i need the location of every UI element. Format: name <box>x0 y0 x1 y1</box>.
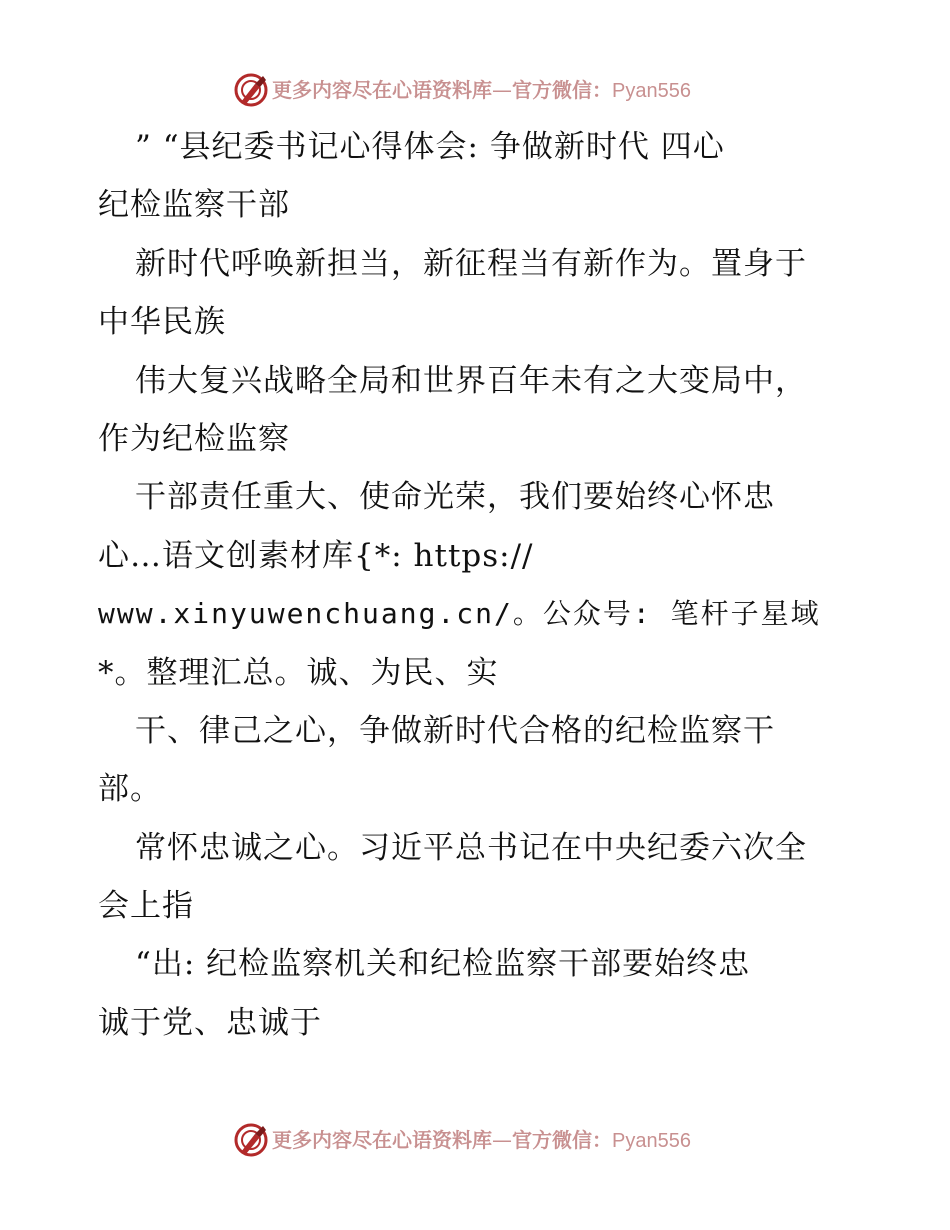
watermark-wechat-label: 官方微信： <box>512 1128 612 1152</box>
document-line: 干、律己之心，争做新时代合格的纪检监察干 <box>135 712 775 749</box>
document-line: 干部责任重大、使命光荣，我们要始终心怀忠 <box>135 479 775 516</box>
header-watermark <box>0 70 950 110</box>
watermark-text <box>272 76 691 105</box>
document-body <box>98 118 878 1052</box>
pen-logo-icon <box>233 1122 269 1158</box>
document-line: 新时代呼唤新担当，新征程当有新作为。置身于 <box>135 245 807 282</box>
document-line: 心…语文创素材库{*: https:// <box>98 537 534 574</box>
watermark-text <box>272 1126 691 1155</box>
watermark-wechat-id: Pyan556 <box>612 80 691 102</box>
document-line: 诚于党、忠诚于 <box>98 1004 322 1041</box>
document-line: 部。 <box>98 771 162 808</box>
watermark-wechat-label: 官方微信： <box>512 78 612 102</box>
document-line: 作为纪检监察 <box>98 420 290 457</box>
footer-watermark <box>0 1120 950 1160</box>
watermark-wechat-id: Pyan556 <box>612 1130 691 1152</box>
document-line: 会上指 <box>98 888 194 925</box>
document-line: 中华民族 <box>98 304 226 341</box>
document-line: ” “县纪委书记心得体会: 争做新时代 四心 <box>135 129 725 165</box>
document-line: “出: 纪检监察机关和纪检监察干部要始终忠 <box>135 946 751 983</box>
watermark-separator: — <box>492 1128 512 1152</box>
watermark-separator: — <box>492 78 512 102</box>
watermark-site-text: 更多内容尽在心语资料库 <box>272 78 492 102</box>
document-line: www.xinyuwenchuang.cn/。公众号: 笔杆子星域 <box>98 597 821 631</box>
pen-logo-icon <box>233 72 269 108</box>
document-line: 纪检监察干部 <box>98 187 290 224</box>
document-line: *。整理汇总。诚、为民、实 <box>98 654 499 691</box>
watermark-site-text: 更多内容尽在心语资料库 <box>272 1128 492 1152</box>
document-line: 常怀忠诚之心。习近平总书记在中央纪委六次全 <box>135 829 807 866</box>
document-line: 伟大复兴战略全局和世界百年未有之大变局中， <box>135 362 807 399</box>
